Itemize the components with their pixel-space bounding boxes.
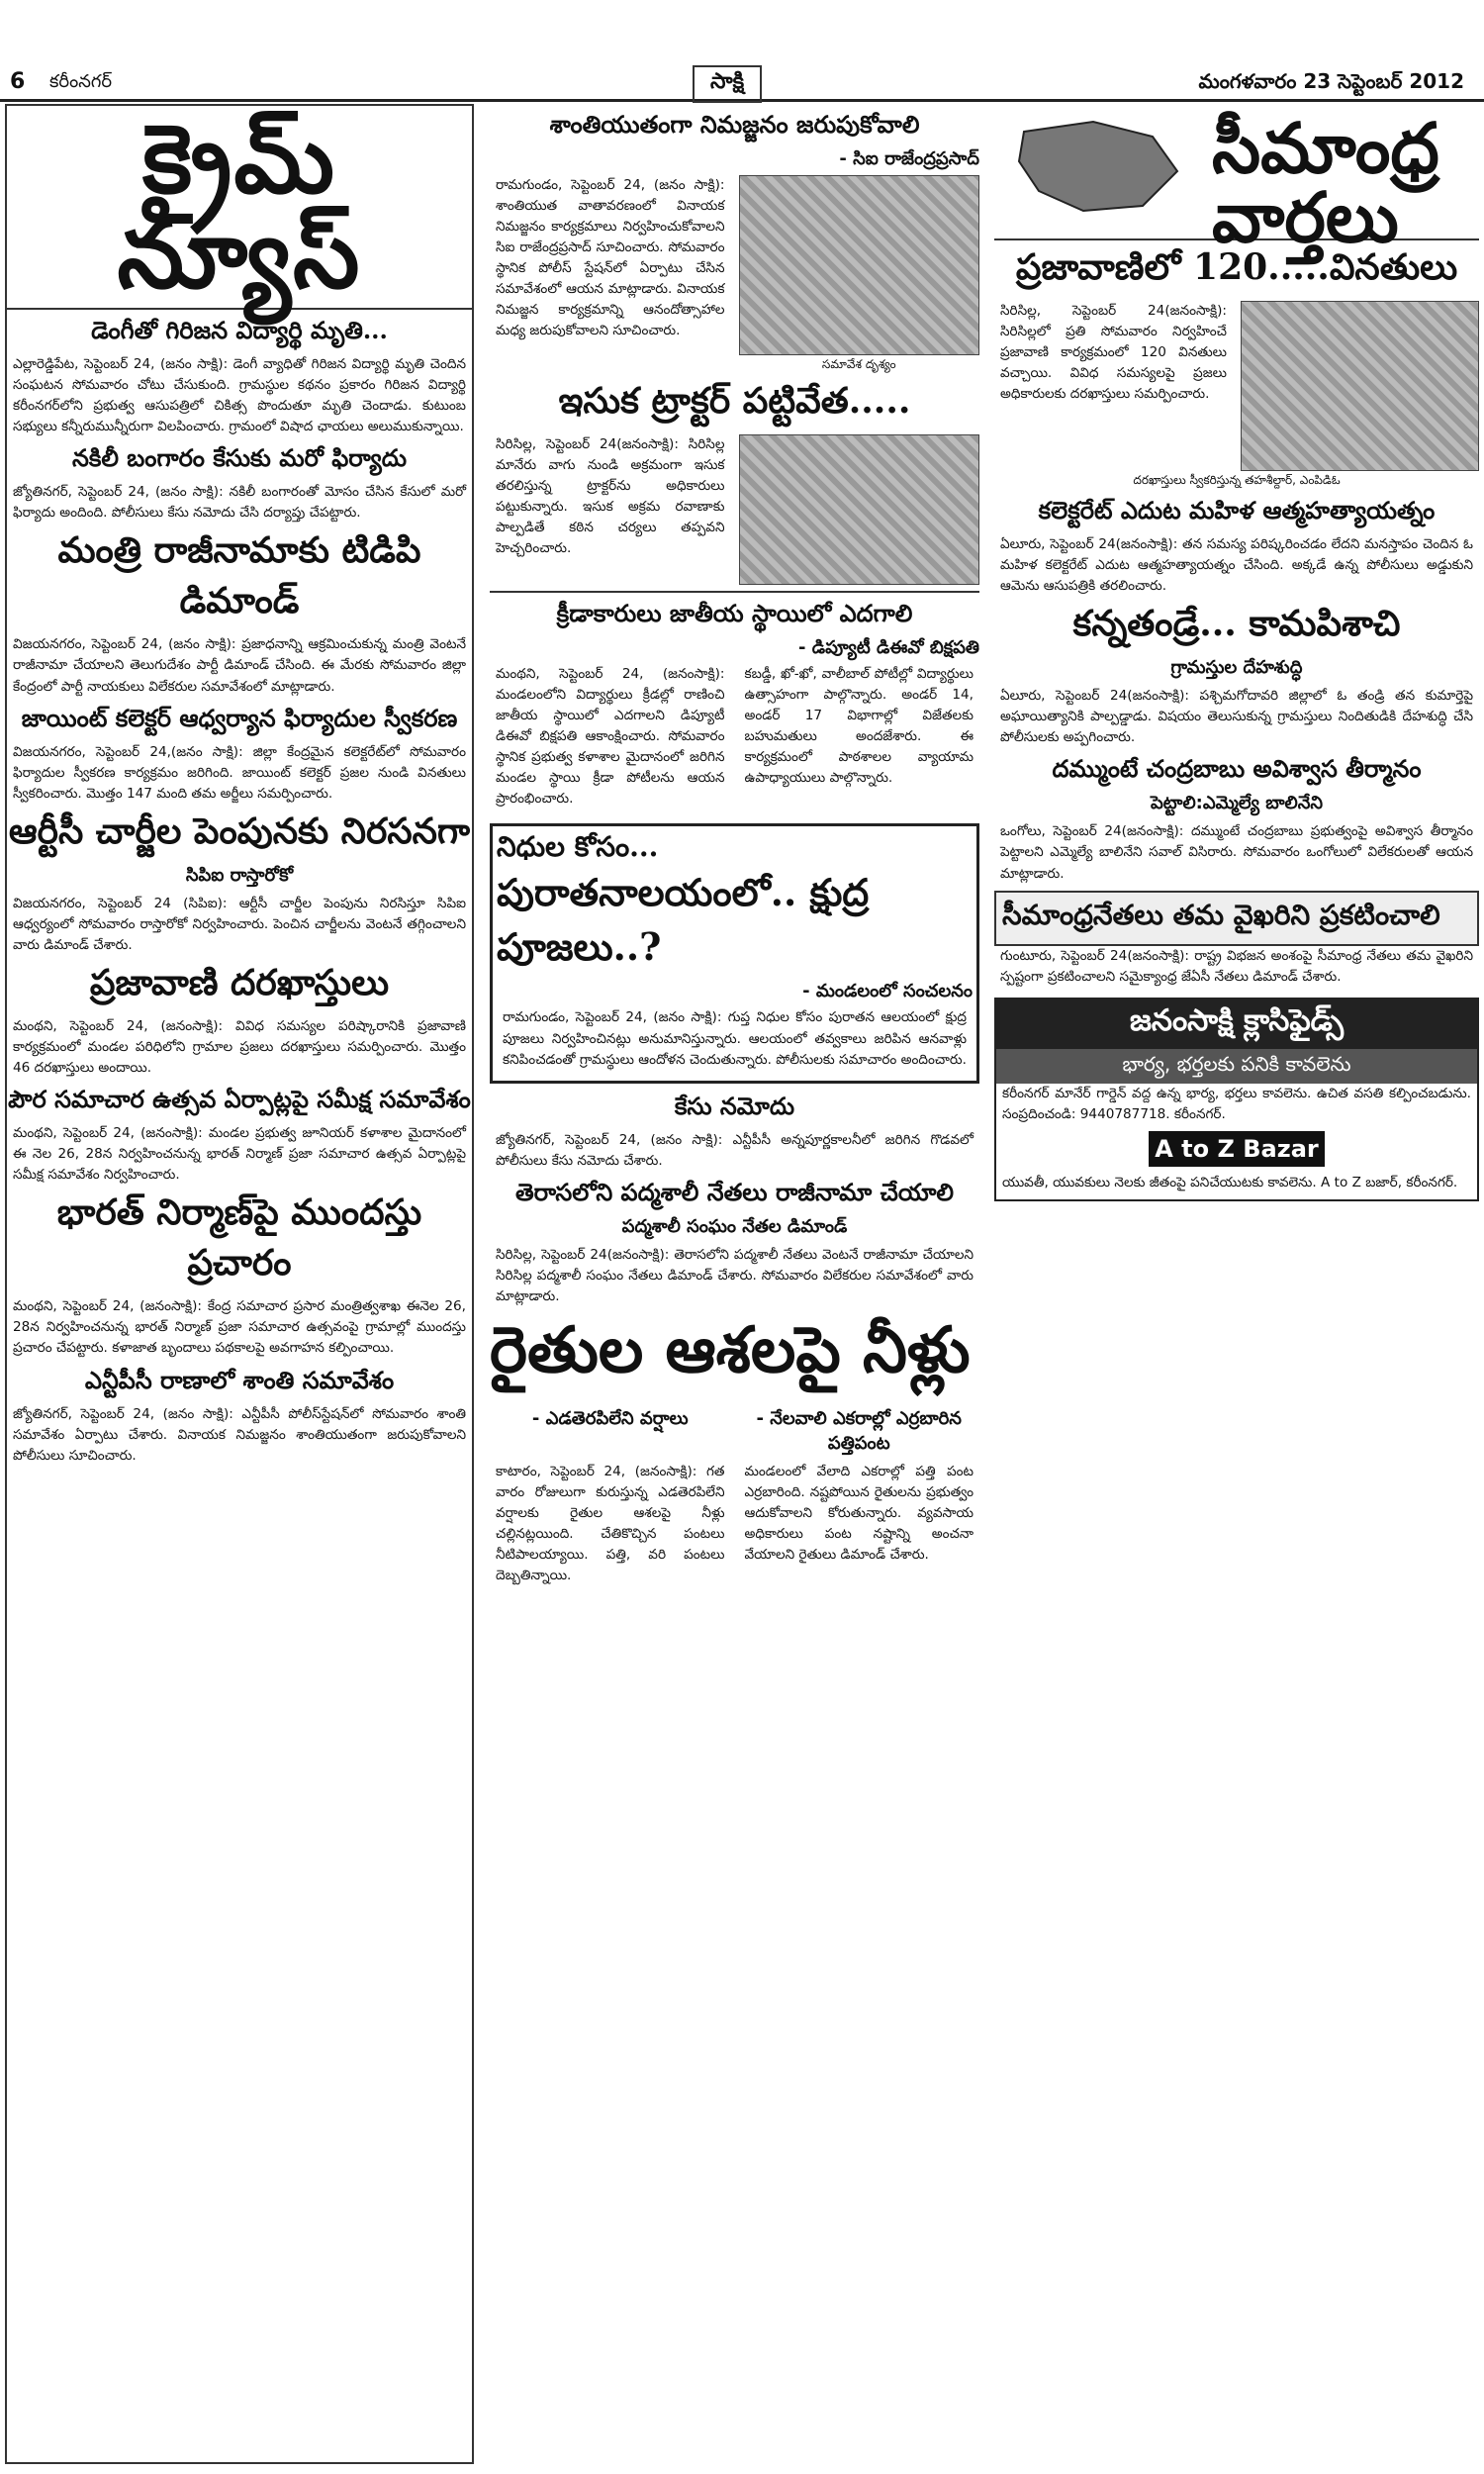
center-column [490, 104, 979, 2464]
article-headline: దమ్ముంటే చంద్రబాబు అవిశ్వాస తీర్మానం [1052, 754, 1422, 784]
article-body: విజయనగరం, సెప్టెంబర్ 24,(జనం సాక్షి): జిల్లా కేంద్రమైన కలెక్టరేట్‌లో సోమవారం ఫిర్యాదుల స్వీకరణ కార్యక్రమం జరిగింది. జాయింట్ కలెక్టర్ ప్రజల నుండి వినతులు స్వీకరించారు. మొత్తం 147 మంది తమ అర్జీలు సమర్పించారు. [13, 743, 466, 802]
brand-logo: A to Z Bazar [1149, 1131, 1325, 1167]
article-body: మంథని, సెప్టెంబర్ 24, (జనంసాక్షి): వివిధ సమస్యల పరిష్కారానికి ప్రజావాణి కార్యక్రమంలో మండల పరిధిలోని గ్రామాల ప్రజలు దరఖాస్తులు సమర్పించారు. మొత్తం 46 దరఖాస్తులు అందాయి. [13, 1017, 466, 1077]
article-subhead: గ్రామస్తుల దేహశుద్ధి [1170, 657, 1303, 679]
crime-news-column [5, 104, 474, 2464]
classifieds-body: యువతీ, యువకులు నెలకు జీతంపై పనిచేయుటకు కావలెను. A to Z బజార్, కరీంనగర్. [1002, 1174, 1458, 1190]
state-map-icon [1004, 112, 1192, 221]
article-subhead: పెట్టాలి:ఎమ్మెల్యే బాలినేని [1151, 793, 1323, 814]
classifieds-heading: జనంసాక్షి క్లాసిఫైడ్స్ [996, 999, 1477, 1049]
prajavani-photo [1241, 301, 1479, 471]
article-headline: కేసు నమోదు [674, 1091, 795, 1120]
article-byline: - సిఐ రాజేంద్రప్రసాద్ [839, 148, 979, 169]
article-body: విజయనగరం, సెప్టెంబర్ 24 (సిపిఐ): ఆర్టీసీ చార్జీల పెంపును నిరసిస్తూ సిపిఐ ఆధ్వర్యంలో సోమవారం రాస్తారోకో నిర్వహించారు. పెంచిన చార్జీలను వెంటనే తగ్గించాలని వారు డిమాండ్ చేశారు. [13, 895, 466, 953]
article-headline: క్రీడాకారులు జాతీయ స్థాయిలో ఎదగాలి [556, 599, 913, 627]
article-headline: కన్నతండ్రే... కామపిశాచి [1072, 603, 1401, 645]
article-headline: జాయింట్ కలెక్టర్ ఆధ్వర్యాన ఫిర్యాదుల స్వీకరణ [21, 703, 458, 732]
article-body: సిరిసిల్ల, సెప్టెంబర్ 24(జనంసాక్షి): సిరిసిల్లలో ప్రతి సోమవారం నిర్వహించే ప్రజావాణి కార్యక్రమంలో 120 వినతులు వచ్చాయి. వివిధ సమస్యలపై ప్రజలు అధికారులకు దరఖాస్తులు సమర్పించారు. [1000, 303, 1227, 403]
article-body: ఏలూరు, సెప్టెంబర్ 24(జనంసాక్షి): తన సమస్య పరిష్కరించడం లేదని మనస్తాపం చెందిన ఓ మహిళ కలెక్టరేట్ ఎదుట ఆత్మహత్యాయత్నం చేసింది. అక్కడే ఉన్న పోలీసులు అడ్డుకుని ఆమెను ఆసుపత్రికి తరలించారు. [1000, 536, 1473, 595]
article-body: ఎల్లారెడ్డిపేట, సెప్టెంబర్ 24, (జనం సాక్షి): డెంగీ వ్యాధితో గిరిజన విద్యార్థి మృతి చెందిన సంఘటన సోమవారం చోటు చేసుకుంది. గ్రామస్థుల కథనం ప్రకారం గిరిజన విద్యార్థి కరీంనగర్‌లోని ప్రభుత్వ ఆసుపత్రిలో చికిత్స పొందుతూ మృతి చెందాడు. కుటుంబ సభ్యులు కన్నీరుమున్నీరుగా విలపించారు. గ్రామంలో విషాద ఛాయలు అలుముకున్నాయి. [13, 356, 466, 435]
article-body: మంథని, సెప్టెంబర్ 24, (జనంసాక్షి): మండలంలోని విద్యార్థులు క్రీడల్లో రాణించి జాతీయ స్థాయిలో ఎదగాలని డిప్యూటీ డిఈవో బిక్షపతి ఆకాంక్షించారు. సోమవారం స్థానిక ప్రభుత్వ కళాశాల మైదానంలో జరిగిన మండల స్థాయి క్రీడా పోటీలను ఆయన ప్రారంభించారు. [496, 666, 725, 808]
box-body: రామగుండం, సెప్టెంబర్ 24, (జనం సాక్షి): గుప్త నిధుల కోసం పురాతన ఆలయంలో క్షుద్ర పూజలు నిర్వహించినట్లు అనుమానిస్తున్నారు. ఆలయంలో తవ్వకాలు జరిపిన ఆనవాళ్లు కనిపించడంతో గ్రామస్థులు ఆందోళన చెందుతున్నారు. పోలీసులకు సమాచారం అందించారు. [503, 1009, 967, 1068]
photo-caption: దరఖాస్తులు స్వీకరిస్తున్న తహశీల్దార్, ఎంపిడిఓ [1133, 473, 1341, 487]
article-headline: ఇసుక ట్రాక్టర్ పట్టివేత..... [558, 380, 911, 422]
article-body: జ్యోతినగర్, సెప్టెంబర్ 24, (జనం సాక్షి): ఎన్టీపీసీ అన్నపూర్ణకాలనీలో జరిగిన గొడవలో పోలీసులు కేసు నమోదు చేశారు. [496, 1131, 974, 1169]
lead-kicker-1: - ఎడతెరపిలేని వర్షాలు [531, 1407, 689, 1429]
crime-news-title: క్రైమ్ న్యూస్ [7, 106, 472, 310]
article-body: రామగుండం, సెప్టెంబర్ 24, (జనం సాక్షి): శాంతియుత వాతావరణంలో వినాయక నిమజ్జనం కార్యక్రమాలు నిర్వహించుకోవాలని సిఐ రాజేంద్రప్రసాద్ సూచించారు. సోమవారం స్థానిక పోలీస్ స్టేషన్‌లో ఏర్పాటు చేసిన సమావేశంలో ఆయన మాట్లాడారు. వినాయక నిమజ్జన కార్యక్రమాన్ని ఆనందోత్సాహాల మధ్య జరుపుకోవాలని సూచించారు. [496, 177, 725, 339]
article-headline: ఆర్టీసీ చార్జీల పెంపునకు నిరసనగా [8, 809, 471, 852]
page-header [0, 0, 1484, 102]
article-body: ఒంగోలు, సెప్టెంబర్ 24(జనంసాక్షి): దమ్ముంటే చంద్రబాబు ప్రభుత్వంపై అవిశ్వాస తీర్మానం పెట్టాలని ఎమ్మెల్యే బాలినేని సవాల్ విసిరారు. సోమవారం ఒంగోలులో విలేకరులతో ఆయన మాట్లాడారు. [1000, 823, 1473, 882]
lead-kicker-2: - నేలవాలి ఎకరాల్లో ఎర్రబారిన పత్తిపంట [756, 1407, 962, 1454]
article-headline: నకిలీ బంగారం కేసుకు మరో ఫిర్యాదు [71, 443, 408, 473]
article-headline: ఎన్టీపీసీ రాణాలో శాంతి సమావేశం [84, 1365, 395, 1394]
article-body: కబడ్డీ, ఖో-ఖో, వాలీబాల్ పోటీల్లో విద్యార్థులు ఉత్సాహంగా పాల్గొన్నారు. అండర్ 14, అండర్ 17 విభాగాల్లో విజేతలకు బహుమతులు అందజేశారు. ఈ కార్యక్రమంలో పాఠశాలల వ్యాయామ ఉపాధ్యాయులు పాల్గొన్నారు. [744, 666, 974, 787]
seemandhra-column [994, 104, 1479, 2464]
classifieds-body: కరీంనగర్ మానేర్ గార్డెన్ వద్ద ఉన్న భార్య, భర్తలు కావలెను. ఉచిత వసతి కల్పించబడును. సంప్రదించండి: 9440787718. కరీంనగర్. [1002, 1085, 1471, 1122]
article-headline-banner: సీమాంధ్రనేతలు తమ వైఖరిని ప్రకటించాలి [994, 891, 1479, 946]
article-headline: పౌర సమాచార ఉత్సవ ఏర్పాట్లపై సమీక్ష సమావేశం [8, 1085, 471, 1114]
article-body: జ్యోతినగర్, సెప్టెంబర్ 24, (జనం సాక్షి): నకిలీ బంగారంతో మోసం చేసిన కేసులో మరో ఫిర్యాదు అందింది. పోలీసులు కేసు నమోదు చేసి దర్యాప్తు చేపట్టారు. [13, 484, 466, 522]
box-kicker: నిధుల కోసం... [497, 830, 659, 864]
masthead-logo: సాక్షి [693, 65, 762, 103]
article-headline: మంత్రి రాజీనామాకు టిడిపి డిమాండ్ [57, 529, 421, 622]
article-headline: కలెక్టరేట్ ఎదుట మహిళ ఆత్మహత్యాయత్నం [1038, 496, 1436, 524]
article-body: జ్యోతినగర్, సెప్టెంబర్ 24, (జనం సాక్షి): ఎన్టీపీసీ పోలీస్‌స్టేషన్‌లో సోమవారం శాంతి సమావేశం ఏర్పాటు చేశారు. వినాయక నిమజ్జనం శాంతియుతంగా జరుపుకోవాలని పోలీసులు సూచించారు. [13, 1405, 466, 1464]
article-body: సిరిసిల్ల, సెప్టెంబర్ 24(జనంసాక్షి): తెరాసలోని పద్మశాలీ నేతలు వెంటనే రాజీనామా చేయాలని సిరిసిల్ల పద్మశాలీ సంఘం నేతలు డిమాండ్ చేశారు. సోమవారం విలేకరుల సమావేశంలో వారు మాట్లాడారు. [496, 1246, 974, 1304]
meeting-photo [739, 175, 980, 355]
article-body: సిరిసిల్ల, సెప్టెంబర్ 24(జనంసాక్షి): సిరిసిల్ల మానేరు వాగు నుండి అక్రమంగా ఇసుక తరలిస్తున్న ట్రాక్టర్‌ను అధికారులు పట్టుకున్నారు. ఇసుక అక్రమ రవాణాకు పాల్పడితే కఠిన చర్యలు తప్పవని హెచ్చరించారు. [496, 436, 725, 557]
article-body: ఏలూరు, సెప్టెంబర్ 24(జనంసాక్షి): పశ్చిమగోదావరి జిల్లాలో ఓ తండ్రి తన కుమార్తెపై అఘాయిత్యానికి పాల్పడ్డాడు. విషయం తెలుసుకున్న గ్రామస్తులు నిందితుడికి దేహశుద్ధి చేసి పోలీసులకు అప్పగించారు. [1000, 688, 1473, 746]
article-headline: తెరాసలోని పద్మశాలీ నేతలు రాజీనామా చేయాలి [514, 1177, 955, 1206]
article-byline: - డిప్యూటీ డిఈవో బిక్షపతి [798, 637, 979, 658]
article-body: మండలంలో వేలాది ఎకరాల్లో పత్తి పంట ఎర్రబారింది. నష్టపోయిన రైతులను ప్రభుత్వం ఆదుకోవాలని కోరుతున్నారు. వ్యవసాయ అధికారులు పంట నష్టాన్ని అంచనా వేయాలని రైతులు డిమాండ్ చేశారు. [744, 1463, 974, 1564]
article-body: విజయనగరం, సెప్టెంబర్ 24, (జనం సాక్షి): ప్రజాధనాన్ని ఆక్రమించుకున్న మంత్రి వెంటనే రాజీనామా చేయాలని తెలుగుదేశం పార్టీ డిమాండ్ చేసింది. ఈ మేరకు సోమవారం జిల్లా కేంద్రంలో పార్టీ నాయకులు విలేకరుల సమావేశంలో మాట్లాడారు. [13, 636, 466, 695]
article-subhead: సిపిఐ రాస్తారోకో [185, 864, 294, 886]
classifieds-subheading: భార్య, భర్తలకు పనికి కావలెను [996, 1049, 1477, 1084]
box-headline: పురాతనాలయంలో.. క్షుద్ర పూజలు..? [497, 870, 870, 970]
article-body: గుంటూరు, సెప్టెంబర్ 24(జనంసాక్షి): రాష్ట్ర విభజన అంశంపై సీమాంధ్ర నేతలు తమ వైఖరిని స్పష్టంగా ప్రకటించాలని సమైక్యాంధ్ర జేఏసీ నేతలు డిమాండ్ చేశారు. [1000, 947, 1473, 985]
section-label: కరీంనగర్ [49, 71, 112, 92]
box-subhead: - మండలంలో సంచలనం [802, 981, 973, 1002]
article-body: కాటారం, సెప్టెంబర్ 24, (జనంసాక్షి): గత వారం రోజులుగా కురుస్తున్న ఎడతెరపిలేని వర్షాలకు రైతుల ఆశలపై నీళ్లు చల్లినట్లయింది. చేతికొచ్చిన పంటలు నీటిపాలయ్యాయి. పత్తి, వరి పంటలు దెబ్బతిన్నాయి. [496, 1463, 725, 1584]
article-body: మంథని, సెప్టెంబర్ 24, (జనంసాక్షి): మండల ప్రభుత్వ జూనియర్ కళాశాల మైదానంలో ఈ నెల 26, 28న నిర్వహించనున్న భారత్ నిర్మాణ్ ప్రజా సమాచార ఉత్సవ ఏర్పాట్లపై సమీక్ష సమావేశం నిర్వహించారు. [13, 1125, 466, 1184]
lead-headline: రైతుల ఆశలపై నీళ్లు [490, 1312, 971, 1387]
article-headline: డెంగీతో గిరిజన విద్యార్థి మృతి... [91, 316, 388, 344]
classifieds-ad [994, 998, 1479, 1201]
article-subhead: పద్మశాలీ సంఘం నేతల డిమాండ్ [621, 1215, 848, 1237]
article-headline: భారత్ నిర్మాణ్‌పై ముందస్తు ప్రచారం [56, 1191, 422, 1285]
page-number: 6 [10, 69, 26, 94]
article-headline: ప్రజావాణి దరఖాస్తులు [89, 961, 390, 1003]
seemandhra-title: సీమాంధ్ర వార్తలు [994, 104, 1479, 240]
tractor-photo [739, 434, 980, 585]
photo-caption: సమావేశ దృశ్యం [821, 357, 896, 371]
issue-date: మంగళవారం 23 సెప్టెంబర్ 2012 [1198, 69, 1464, 93]
article-headline: శాంతియుతంగా నిమజ్జనం జరుపుకోవాలి [549, 110, 920, 139]
feature-box [490, 823, 979, 1083]
article-headline: ప్రజావాణిలో 120.....వినతులు [1015, 246, 1458, 288]
article-body: మంథని, సెప్టెంబర్ 24, (జనంసాక్షి): కేంద్ర సమాచార ప్రసార మంత్రిత్వశాఖ ఈనెల 26, 28న నిర్వహించనున్న భారత్ నిర్మాణ్ ప్రజా సమాచార ఉత్సవంపై గ్రామాల్లో ముందస్తు ప్రచారం చేపట్టారు. కళాజాత బృందాలు పథకాలపై అవగాహన కల్పించాయి. [13, 1298, 466, 1357]
